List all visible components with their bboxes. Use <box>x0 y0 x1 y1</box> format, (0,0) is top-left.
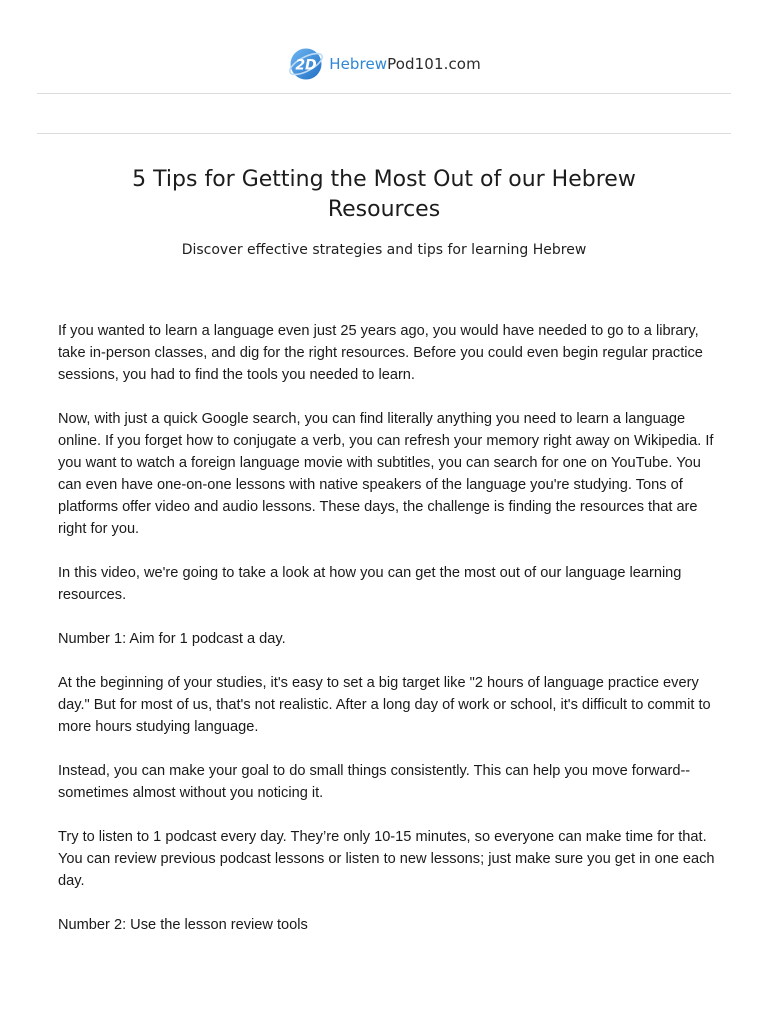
page-header <box>0 44 768 84</box>
paragraph-7: Try to listen to 1 podcast every day. They’re only 10-15 minutes, so everyone can make time for that. You can review previous podcast lessons or listen to new lessons; just make sure you get in one each day. <box>58 829 715 889</box>
hebrewpod101-logo[interactable] <box>287 46 481 82</box>
tip-1-heading: Number 1: Aim for 1 podcast a day. <box>58 631 286 647</box>
paragraph-2: Now, with just a quick Google search, you can find literally anything you need to learn a language online. If you forget how to conjugate a verb, you can refresh your memory right away on Wikipedia. If you want to watch a foreign language movie with subtitles, you can search for one on YouTube. You can even have one-on-one lessons with native speakers of the language you're studying. Tons of platforms offer video and audio lessons. These days, the challenge is finding the resources that are right for you. <box>58 411 714 537</box>
logo-wordmark-pod101: Pod101.com <box>387 55 481 73</box>
logo-wordmark <box>329 57 481 72</box>
article-title: 5 Tips for Getting the Most Out of our Hebrew Resources <box>132 167 636 222</box>
header-divider-top <box>37 93 731 94</box>
paragraph-3: In this video, we're going to take a look at how you can get the most out of our language learning resources. <box>58 565 682 603</box>
hebrewpod101-logo-icon <box>287 46 325 82</box>
svg-text:2D: 2D <box>295 57 317 74</box>
header-divider-bottom <box>37 133 731 134</box>
article-body <box>58 320 718 958</box>
paragraph-5: At the beginning of your studies, it's easy to set a big target like "2 hours of language practice every day." But for most of us, that's not realistic. After a long day of work or school, it's difficult to commit to more hours studying language. <box>58 675 711 735</box>
article-subtitle: Discover effective strategies and tips for learning Hebrew <box>181 242 587 258</box>
paragraph-6: Instead, you can make your goal to do small things consistently. This can help you move forward--sometimes almost without you noticing it. <box>58 763 691 801</box>
tip-2-heading: Number 2: Use the lesson review tools <box>58 917 308 933</box>
paragraph-1: If you wanted to learn a language even just 25 years ago, you would have needed to go to a library, take in-person classes, and dig for the right resources. Before you could even begin regular practice sessions, you had to find the tools you needed to learn. <box>58 323 703 383</box>
logo-wordmark-hebrew: Hebrew <box>329 55 388 73</box>
